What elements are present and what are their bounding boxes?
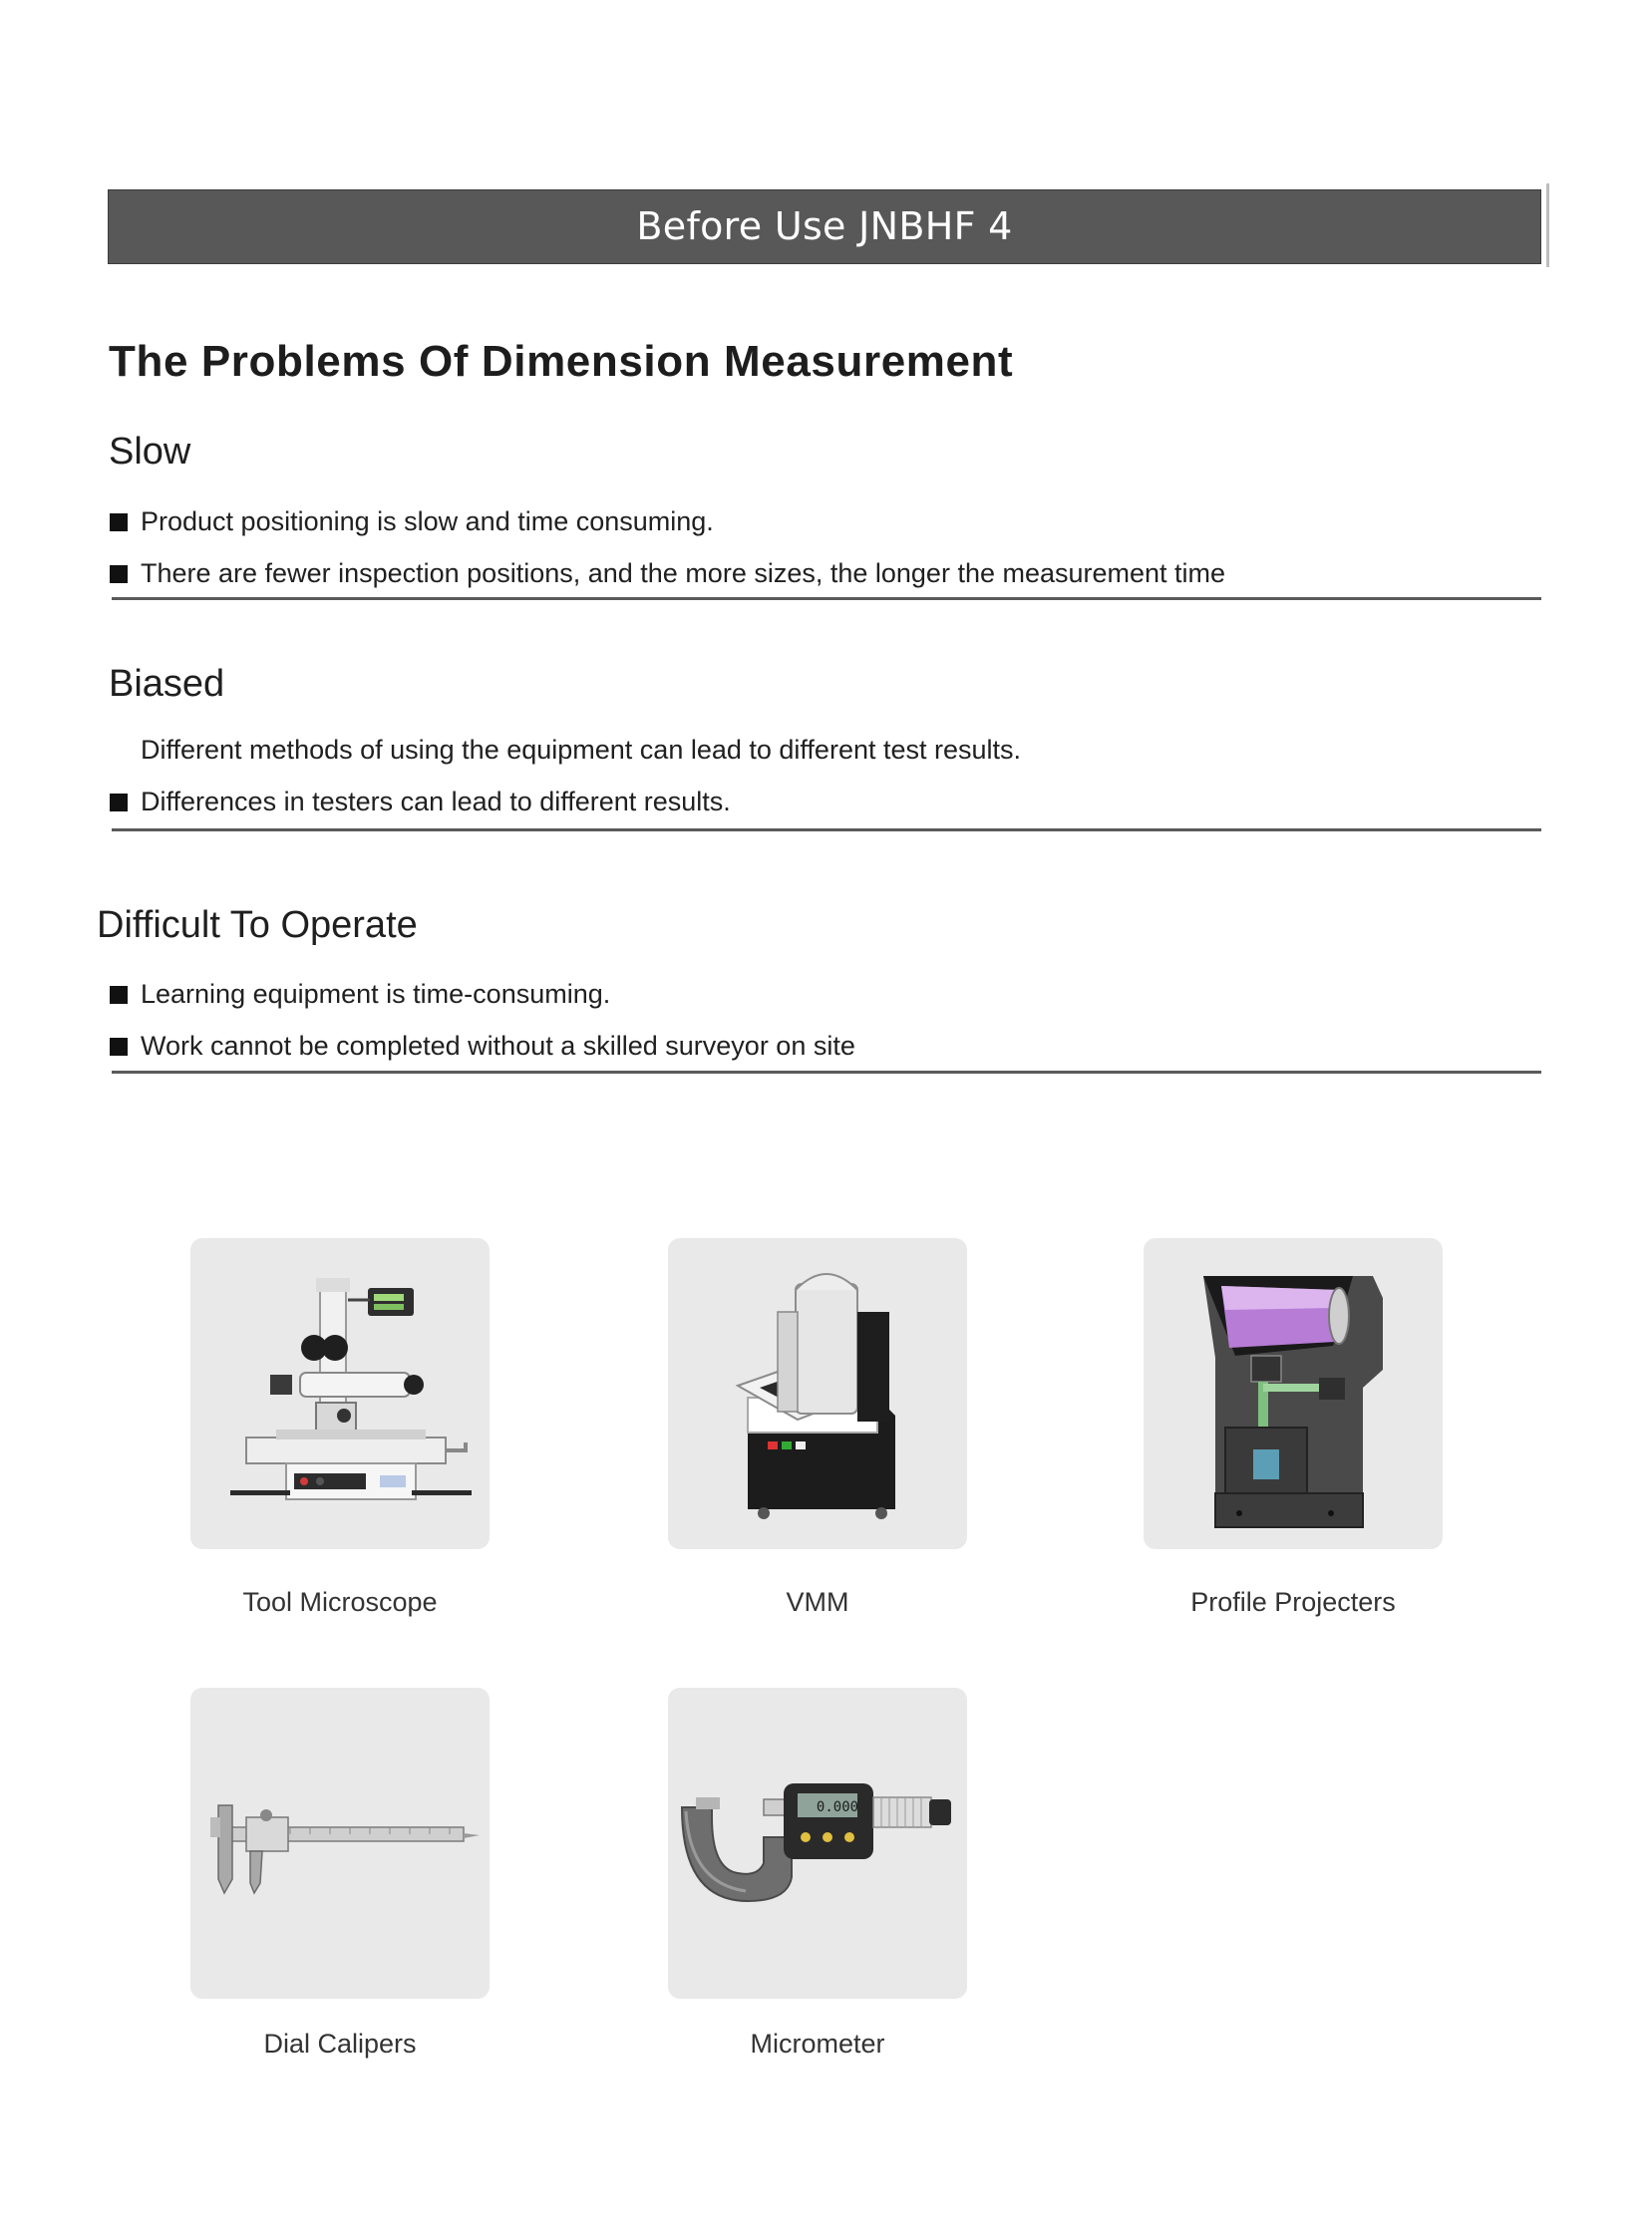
product-card-dial-calipers — [190, 1688, 490, 1999]
product-card-profile-projecters — [1144, 1238, 1443, 1549]
page-title: The Problems Of Dimension Measurement — [109, 337, 1014, 386]
bullet-item: Product positioning is slow and time consuming. — [110, 506, 714, 537]
dial-calipers-icon — [190, 1688, 490, 1999]
micrometer-icon — [668, 1688, 967, 1999]
bullet-item: Learning equipment is time-consuming. — [110, 979, 610, 1010]
square-bullet-icon — [110, 565, 128, 583]
product-caption: Tool Microscope — [242, 1587, 438, 1617]
banner-title: Before Use JNBHF 4 — [636, 204, 1013, 248]
section-title-difficult: Difficult To Operate — [97, 904, 418, 946]
section-divider — [112, 1071, 1541, 1074]
tool-microscope-icon — [190, 1238, 490, 1549]
section-title-slow: Slow — [109, 431, 191, 473]
product-caption: Profile Projecters — [1190, 1587, 1396, 1617]
bullet-item: Work cannot be completed without a skilled surveyor on site — [110, 1031, 855, 1062]
square-bullet-icon — [110, 1038, 128, 1056]
micrometer-display-reading: 0.000 — [816, 1799, 859, 1815]
bullet-item: Different methods of using the equipment can lead to different test results. — [141, 735, 1022, 765]
profile-projector-icon — [1144, 1238, 1443, 1549]
square-bullet-icon — [110, 794, 128, 811]
product-card-vmm — [668, 1238, 967, 1549]
product-card-micrometer — [668, 1688, 967, 1999]
square-bullet-icon — [110, 986, 128, 1004]
product-card-tool-microscope — [190, 1238, 490, 1549]
banner-edge-line — [1546, 183, 1549, 267]
header-banner — [108, 189, 1541, 264]
vmm-machine-icon — [668, 1238, 967, 1549]
product-caption: VMM — [786, 1587, 849, 1617]
section-divider — [112, 828, 1541, 831]
square-bullet-icon — [110, 513, 128, 531]
product-caption: Micrometer — [750, 2029, 885, 2059]
bullet-item: Differences in testers can lead to different results. — [110, 787, 731, 817]
bullet-item: There are fewer inspection positions, and the more sizes, the longer the measurement time — [110, 558, 1225, 589]
section-divider — [112, 597, 1541, 600]
product-caption: Dial Calipers — [263, 2029, 417, 2059]
section-title-biased: Biased — [109, 663, 225, 705]
